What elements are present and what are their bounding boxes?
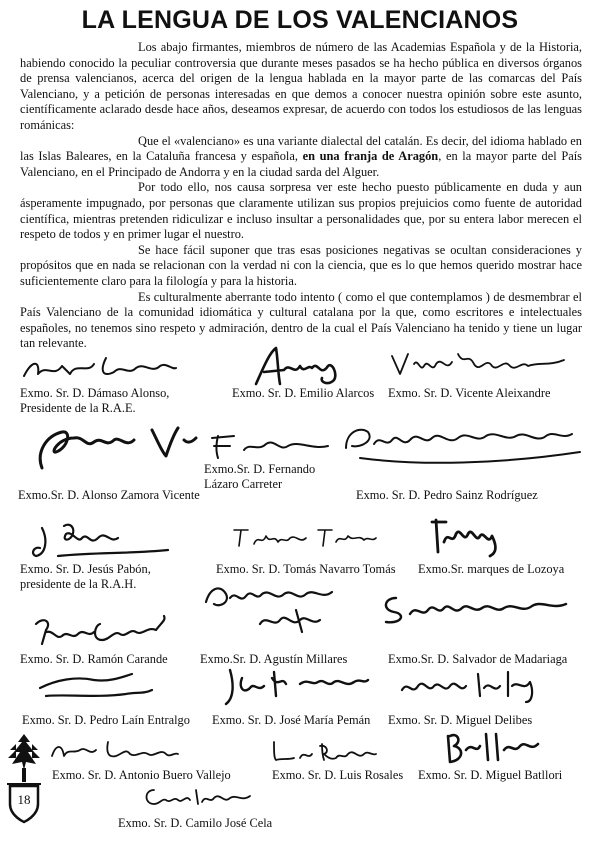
caption-line: Exmo. Sr. D. Camilo José Cela — [118, 816, 273, 830]
signature-cela — [140, 782, 260, 812]
paragraph-4 — [20, 243, 582, 290]
caption-line: Exmo. Sr. D. Jesús Pabón, — [20, 562, 151, 576]
caption-buero — [52, 768, 231, 783]
caption-lain — [22, 713, 190, 728]
caption-line: Exmo.Sr. D. Fernando — [204, 462, 316, 476]
caption-cela — [118, 816, 272, 831]
caption-line: Exmo. Sr. D. Luis Rosales — [272, 768, 404, 782]
caption-line: Exmo. Sr. D. Ramón Carande — [20, 652, 168, 666]
signature-lain — [36, 668, 156, 704]
tree-emblem-icon — [4, 730, 44, 825]
paragraph-5 — [20, 290, 582, 352]
signature-navarro — [228, 522, 378, 552]
caption-line: Exmo. Sr. D. Antonio Buero Vallejo — [52, 768, 231, 782]
caption-rosales — [272, 768, 403, 783]
caption-alarcos — [232, 386, 374, 401]
paragraph-1 — [20, 40, 582, 134]
page-emblem — [4, 730, 44, 825]
page-number: 18 — [17, 792, 31, 807]
signature-aleixandre — [388, 348, 568, 380]
caption-line: Exmo. Sr. D. Vicente Aleixandre — [388, 386, 551, 400]
text-run: Se hace fácil suponer que tras esas posiciones negativas se ocultan consideraciones y propósitos que en nada se relacionan con la verdad ni con la ciencia, que es lo que hemos querido mostrar hace suficientemente claro para la filología y para la historia. — [20, 242, 582, 288]
caption-sainz — [356, 488, 538, 503]
caption-line: Exmo.Sr. D. Agustín Millares — [200, 652, 348, 666]
caption-navarro — [216, 562, 396, 577]
bold-phrase: en una franja de Aragón — [302, 149, 439, 164]
signature-rosales — [268, 736, 378, 766]
caption-line: presidente de la R.A.H. — [20, 577, 137, 591]
caption-line: Exmo. Sr. D. Pedro Sainz Rodríguez — [356, 488, 538, 502]
caption-line: Exmo. Sr. D. Tomás Navarro Tomás — [216, 562, 396, 576]
signature-sainz — [340, 418, 590, 474]
caption-line: Exmo.Sr. marques de Lozoya — [418, 562, 565, 576]
caption-line: Exmo. Sr. D. Pedro Laín Entralgo — [22, 713, 190, 727]
text-run: Por todo ello, nos causa sorpresa ver este hecho puesto públicamente en duda y aun ásperamente impugnado, por personas que claramente utilizan sus propios prejuicios como fuente de autoridad científica, mientras pretenden ridiculizar e incluso insultar a personalidades que, por su entera labor merecen el respeto de todos y en primer lugar el nuestro. — [20, 180, 582, 242]
caption-line: Exmo.Sr. D. Alonso Zamora Vicente — [18, 488, 200, 502]
signature-delibes — [398, 666, 538, 706]
caption-line: Exmo.Sr. D. Salvador de Madariaga — [388, 652, 568, 666]
caption-aleixandre — [388, 386, 550, 401]
text-run: Que el «valenciano» es una variante dialectal del catalán. Es decir, del idioma hablado en las Islas Baleares, en la Cataluña francesa y española, — [20, 133, 582, 164]
caption-zamora — [18, 488, 200, 503]
caption-batllori — [418, 768, 562, 783]
page-title: LA LENGUA DE LOS VALENCIANOS — [81, 6, 519, 34]
paragraph-3 — [20, 180, 582, 242]
caption-delibes — [388, 713, 532, 728]
signature-pabon — [28, 520, 178, 562]
caption-line: Exmo. Sr. D. José María Pemán — [212, 713, 371, 727]
text-run: Los abajo firmantes, miembros de número de las Academias Española y de la Historia, habiendo conocido la peculiar controversia que durante meses pasados se ha hecho pública en diversos órganos de prensa valencianos, acerca del origen de la lengua hablada en la mayor parte de las comarcas del País Valenciano, y a petición de personas interesadas en que demos a conocer nuestra opinión sobre este asunto, científicamente aclarado desde hace años, deseamos expresar, de acuerdo con todos los estudiosos de las lenguas románicas: — [20, 40, 582, 132]
manifesto-text — [20, 40, 582, 352]
caption-line: Exmo. Sr. D. Dámaso Alonso, — [20, 386, 170, 400]
caption-lozoya — [418, 562, 564, 577]
caption-line: Presidente de la R.A.E. — [20, 401, 136, 415]
caption-carande — [20, 652, 168, 667]
caption-lazaro — [204, 462, 315, 492]
signature-buero — [46, 734, 186, 766]
signature-zamora — [28, 418, 198, 474]
signature-madariaga — [376, 588, 576, 628]
text-run: Es culturalmente aberrante todo intento ( como el que contemplamos ) de desmembrar el País Valenciano de la comunidad idiomática y cultural catalana por la que, como escritores e intelectuales españoles, no tenemos sino respeto y admiración, dentro de la cual el País Valenciano ha tenido y tiene un lugar tan relevante. — [20, 289, 582, 351]
signature-alarcos — [250, 344, 350, 390]
signature-batllori — [440, 728, 550, 768]
signature-lozoya — [428, 514, 518, 558]
paragraph-2 — [20, 134, 582, 181]
caption-pabon — [20, 562, 151, 592]
caption-line: Exmo. Sr. D. Miguel Delibes — [388, 713, 533, 727]
caption-millares — [200, 652, 347, 667]
caption-alonso — [20, 386, 169, 416]
signature-alonso — [18, 352, 178, 384]
caption-line: Lázaro Carreter — [204, 477, 283, 491]
caption-line: Exmo. Sr. D. Emilio Alarcos — [232, 386, 375, 400]
caption-peman — [212, 713, 370, 728]
signature-millares — [200, 580, 370, 640]
caption-madariaga — [388, 652, 567, 667]
text-run: , en la mayor parte del País Valenciano, en el Principado de Andorra y en la ciudad sarda del Alguer. — [20, 149, 582, 179]
signature-peman — [220, 664, 370, 708]
signature-lazaro — [208, 430, 338, 460]
caption-line: Exmo. Sr. D. Miguel Batllori — [418, 768, 563, 782]
signature-carande — [30, 610, 170, 650]
